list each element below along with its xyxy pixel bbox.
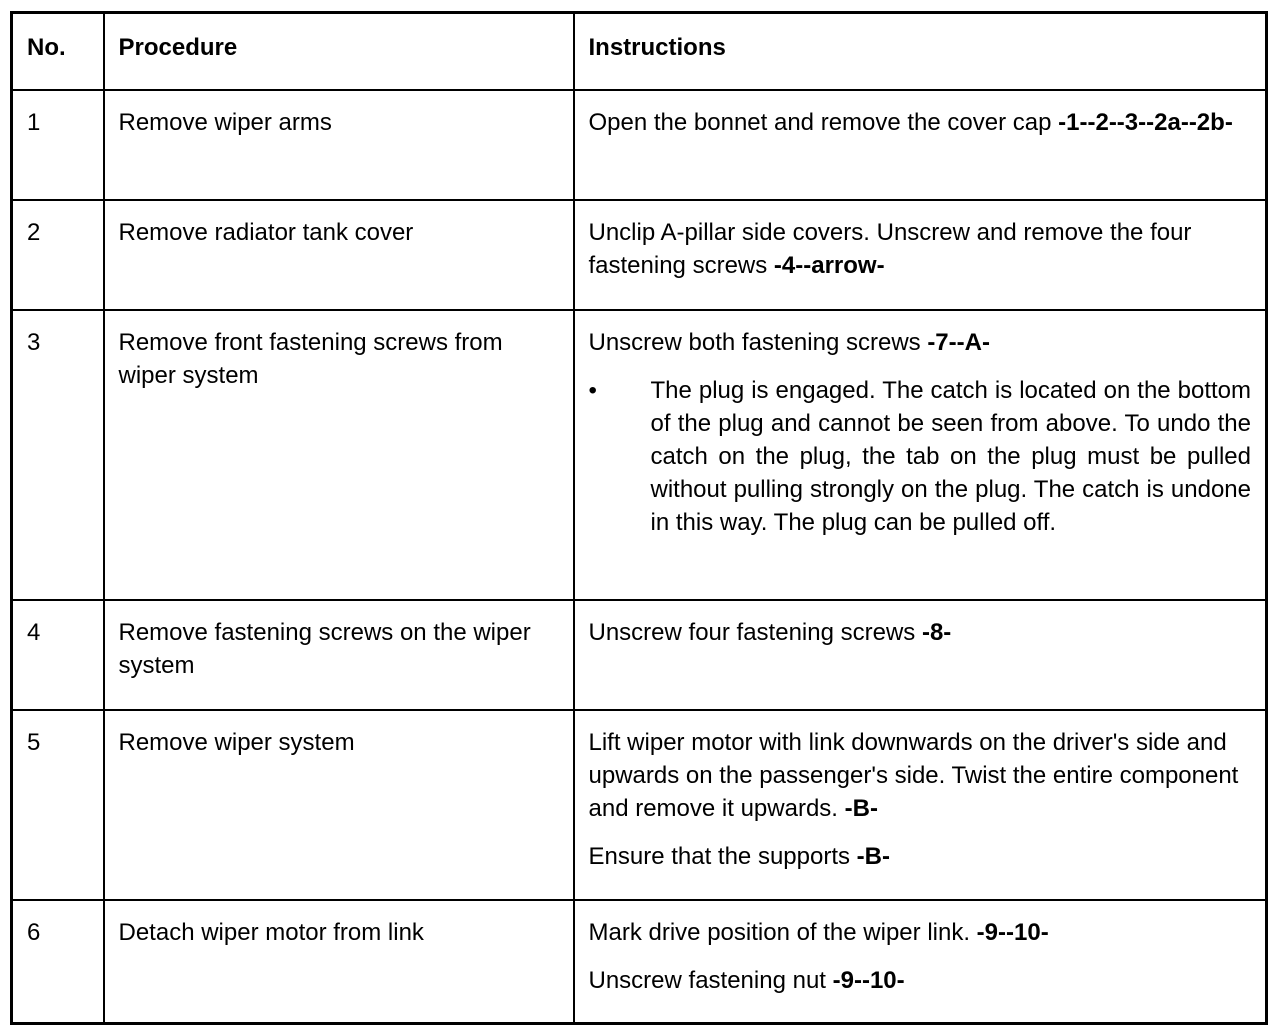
- instruction-text: Open the bonnet and remove the cover cap: [588, 108, 1059, 136]
- procedure-cell: Remove radiator tank cover: [104, 200, 574, 310]
- part-reference: -4--arrow-: [773, 251, 885, 279]
- header-procedure: Procedure: [104, 13, 574, 90]
- instruction-paragraph: [589, 840, 1252, 873]
- procedure-cell: Remove fastening screws on the wiper system: [104, 600, 574, 710]
- instructions-cell: [574, 90, 1267, 200]
- table-row: [12, 200, 1267, 310]
- instruction-text: Mark drive position of the wiper link.: [588, 918, 977, 946]
- instruction-text: Unscrew both fastening screws: [588, 328, 928, 356]
- row-number: 4: [12, 600, 104, 710]
- instruction-paragraph: [589, 216, 1252, 282]
- instruction-text: Unscrew fastening nut: [588, 966, 833, 994]
- instruction-paragraph: [589, 326, 1252, 359]
- instruction-text: Unscrew four fastening screws: [588, 618, 922, 646]
- table-row: [12, 900, 1267, 1024]
- instructions-cell: [574, 600, 1267, 710]
- instructions-cell: [574, 710, 1267, 900]
- instructions-cell: [574, 310, 1267, 600]
- instruction-paragraph: [589, 726, 1252, 825]
- row-number: 3: [12, 310, 104, 600]
- row-number: 2: [12, 200, 104, 310]
- part-reference: -7--A-: [927, 328, 990, 356]
- part-reference: -B-: [856, 842, 890, 870]
- table-row: [12, 710, 1267, 900]
- instruction-text: Lift wiper motor with link downwards on the driver's side and upwards on the passenger's side. Twist the entire component and remove it upwards.: [588, 728, 1239, 822]
- header-no: No.: [12, 13, 104, 90]
- instruction-text: Unclip A-pillar side covers. Unscrew and remove the four fastening screws: [588, 218, 1192, 279]
- instructions-cell: [574, 900, 1267, 1024]
- instruction-paragraph: [589, 916, 1252, 949]
- instruction-paragraph: [589, 106, 1252, 139]
- procedure-cell: Remove wiper system: [104, 710, 574, 900]
- row-number: 6: [12, 900, 104, 1024]
- part-reference: -B-: [844, 794, 878, 822]
- bullet-note: [589, 374, 1252, 539]
- instructions-cell: [574, 200, 1267, 310]
- part-reference: -9--10-: [832, 966, 905, 994]
- procedure-table: [10, 11, 1268, 1025]
- table-row: [12, 310, 1267, 600]
- bullet-icon: •: [588, 376, 597, 404]
- row-number: 5: [12, 710, 104, 900]
- header-row: [12, 13, 1267, 90]
- part-reference: -9--10-: [976, 918, 1049, 946]
- part-reference: -8-: [921, 618, 952, 646]
- instruction-paragraph: [589, 616, 1252, 649]
- bullet-text: The plug is engaged. The catch is located on the bottom of the plug and cannot be seen from above. To undo the catch on the plug, the tab on the plug must be pulled without pulling strongly on the plug. The catch is undone in this way. The plug can be pulled off.: [650, 376, 1251, 536]
- header-instructions: Instructions: [574, 13, 1267, 90]
- table-row: [12, 90, 1267, 200]
- procedure-cell: Remove wiper arms: [104, 90, 574, 200]
- table-row: [12, 600, 1267, 710]
- instruction-text: Ensure that the supports: [588, 842, 857, 870]
- instruction-paragraph: [589, 964, 1252, 997]
- row-number: 1: [12, 90, 104, 200]
- procedure-cell: Detach wiper motor from link: [104, 900, 574, 1024]
- part-reference: -1--2--3--2a--2b-: [1058, 108, 1233, 136]
- procedure-cell: Remove front fastening screws from wiper system: [104, 310, 574, 600]
